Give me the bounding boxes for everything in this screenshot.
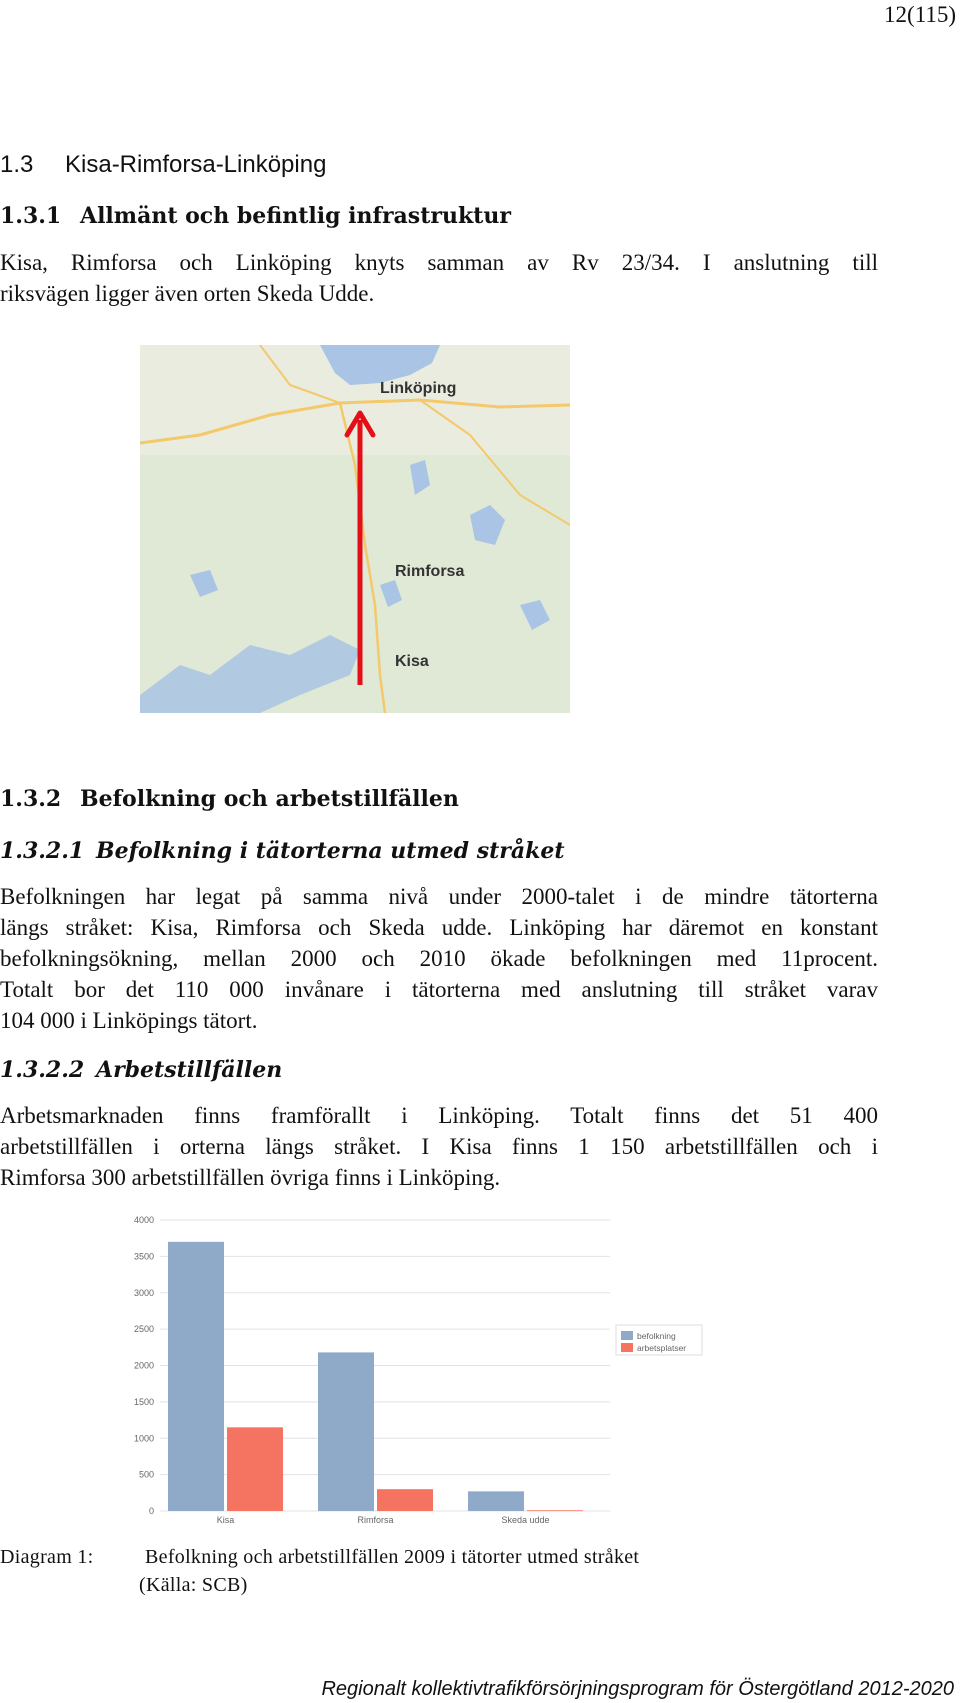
y-tick-label: 4000 [133,1215,154,1225]
y-tick-label: 2500 [133,1324,154,1335]
map-label-rimforsa: Rimforsa [395,563,465,580]
paragraph-line: längs stråket: Kisa, Rimforsa och Skeda udde. Linköping har däremot en konstant [0,915,878,940]
page-footer: Regionalt kollektivtrafikförsörjningsprogram för Östergötland 2012-2020 [321,1678,954,1700]
legend-label: arbetsplatser [637,1343,687,1353]
bar-chart [120,1208,720,1528]
paragraph-line: 104 000 i Linköpings tätort. [0,1008,258,1033]
y-tick-label: 3500 [133,1251,154,1262]
paragraph-line: Arbetsmarknaden finns framförallt i Linköping. Totalt finns det 51 400 [0,1103,878,1128]
section-number: 1.3.2.1 [0,838,85,864]
bar-arbetsplatser [227,1427,283,1511]
y-tick-label: 1000 [133,1433,154,1444]
map-label-kisa: Kisa [395,653,429,670]
section-title: Allmänt och befintlig infrastruktur [80,203,511,229]
y-tick-label: 500 [138,1469,154,1480]
section-title: Kisa-Rimforsa-Linköping [65,151,327,178]
bar-arbetsplatser [377,1489,433,1511]
section-heading-1-3-2 [0,786,459,812]
route-map [140,345,570,713]
map-label-linkoping: Linköping [380,380,457,397]
map-graphic [140,345,570,713]
paragraph-line: Totalt bor det 110 000 invånare i tätorterna med anslutning till stråket varav [0,977,878,1002]
section-heading-1-3-1 [0,203,511,229]
y-tick-label: 1500 [133,1396,154,1407]
y-tick-label: 2000 [133,1360,154,1371]
section-title: Befolkning i tätorterna utmed stråket [96,838,565,864]
y-tick-label: 3000 [133,1287,154,1298]
bar-befolkning [318,1352,374,1511]
section-number: 1.3 [0,151,34,178]
paragraph-befolkning [0,881,878,1036]
legend-label: befolkning [637,1331,676,1341]
paragraph-line: Kisa, Rimforsa och Linköping knyts samman av Rv 23/34. I anslutning till [0,250,878,275]
section-heading-1-3-2-2 [0,1057,282,1083]
x-tick-label: Skeda udde [501,1515,550,1525]
bar-befolkning [168,1242,224,1511]
paragraph-arbetstillfallen [0,1100,878,1193]
bar-befolkning [468,1491,524,1511]
diagram-caption-source: (Källa: SCB) [139,1574,248,1596]
section-title: Befolkning och arbetstillfällen [80,786,459,812]
legend-swatch [621,1343,633,1352]
diagram-caption-label: Diagram 1: [0,1546,94,1568]
paragraph-infrastruktur [0,247,878,309]
paragraph-line: befolkningsökning, mellan 2000 och 2010 ökade befolkningen med 11procent. [0,946,878,971]
bar-arbetsplatser [527,1510,583,1511]
section-number: 1.3.2.2 [0,1057,85,1083]
diagram-caption-text: Befolkning och arbetstillfällen 2009 i tätorter utmed stråket [145,1546,640,1568]
section-heading-1-3-2-1 [0,838,565,864]
x-tick-label: Kisa [216,1515,235,1525]
paragraph-line: riksvägen ligger även orten Skeda Udde. [0,281,375,306]
bar-chart-svg [120,1208,720,1528]
x-tick-label: Rimforsa [357,1515,394,1525]
section-number: 1.3.1 [0,203,62,229]
legend-swatch [621,1331,633,1340]
section-title: Arbetstillfällen [96,1057,283,1083]
paragraph-line: Befolkningen har legat på samma nivå under 2000-talet i de mindre tätorterna [0,884,878,909]
section-number: 1.3.2 [0,786,62,812]
paragraph-line: arbetstillfällen i orterna längs stråket. I Kisa finns 1 150 arbetstillfällen och i [0,1134,878,1159]
page-number: 12(115) [884,2,956,27]
paragraph-line: Rimforsa 300 arbetstillfällen övriga finns i Linköping. [0,1165,501,1190]
section-heading-1-3 [0,151,326,179]
y-tick-label: 0 [148,1506,154,1516]
